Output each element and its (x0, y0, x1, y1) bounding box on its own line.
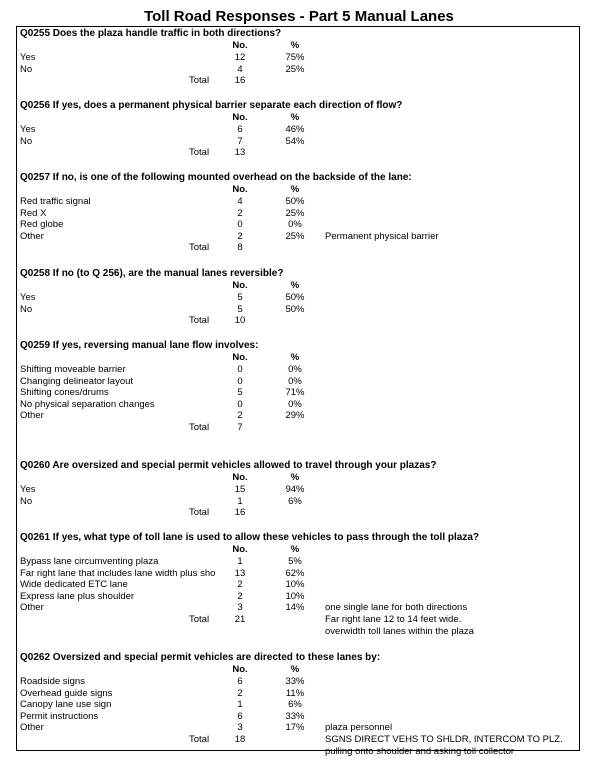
answer-percent: 0% (288, 375, 302, 387)
answer-count: 1 (237, 495, 243, 507)
answer-row (17, 688, 579, 699)
column-header-no: No. (232, 472, 248, 483)
column-header-percent: % (290, 112, 300, 123)
answer-label: Other (20, 230, 44, 242)
question-text: Q0257 If no, is one of the following mounted overhead on the backside of the lane: (20, 172, 412, 183)
question-text: Q0256 If yes, does a permanent physical barrier separate each direction of flow? (20, 100, 403, 111)
answer-label: Yes (20, 124, 36, 135)
answer-label: Yes (20, 292, 36, 303)
column-header-no: No. (232, 352, 248, 363)
answer-count: 3 (237, 602, 243, 614)
page-title: Toll Road Responses - Part 5 Manual Lanes (144, 8, 454, 25)
answer-label: Permit instructions (20, 710, 99, 722)
answer-percent: 6% (288, 699, 302, 711)
answer-percent: 0% (288, 219, 302, 231)
answer-row (17, 64, 579, 75)
answer-percent: 0% (288, 398, 302, 410)
column-header-no: No. (232, 544, 248, 555)
answer-label: Far right lane that includes lane width plus sho (20, 567, 216, 579)
answer-percent: 11% (285, 687, 305, 699)
survey-frame (16, 26, 580, 757)
answer-percent: 50% (285, 196, 305, 207)
response-note-text: plaza personnel (325, 722, 393, 734)
response-note (17, 734, 579, 745)
answer-percent: 6% (288, 495, 302, 507)
answer-label: Other (20, 602, 44, 614)
answer-count: 2 (237, 207, 243, 219)
answer-count: 6 (237, 710, 243, 722)
column-header-percent: % (290, 472, 300, 483)
answer-percent: 54% (285, 135, 305, 147)
answer-label: Shifting cones/drums (20, 387, 109, 399)
answer-percent: 25% (285, 230, 305, 242)
total-count: 10 (234, 315, 246, 327)
column-header-no: No. (232, 280, 248, 291)
answer-row (17, 387, 579, 398)
answer-row (17, 364, 579, 375)
answer-percent: 50% (285, 303, 305, 315)
answer-percent: 75% (285, 52, 305, 63)
answer-count: 6 (237, 124, 243, 135)
answer-label: Yes (20, 52, 36, 63)
total-label: Total (189, 242, 210, 254)
column-header-percent: % (290, 544, 300, 555)
response-note (17, 626, 579, 637)
answer-count: 5 (237, 292, 243, 303)
answer-percent: 62% (285, 567, 305, 579)
answer-label: Yes (20, 484, 36, 495)
answer-count: 5 (237, 387, 243, 399)
response-note (17, 614, 579, 625)
column-header-percent: % (290, 352, 300, 363)
answer-row (17, 496, 579, 507)
answer-row (17, 376, 579, 387)
response-note (17, 602, 579, 613)
answer-percent: 29% (285, 410, 305, 422)
answer-label: Changing delineator layout (20, 375, 134, 387)
total-row (17, 315, 579, 326)
total-label: Total (189, 507, 210, 519)
answer-row (17, 219, 579, 230)
answer-percent: 14% (285, 602, 305, 614)
answer-row (17, 711, 579, 722)
answer-count: 4 (237, 63, 243, 75)
answer-label: Overhead guide signs (20, 687, 113, 699)
answer-label: Roadside signs (20, 676, 85, 687)
total-count: 7 (237, 422, 243, 433)
total-count: 13 (234, 147, 246, 159)
total-count: 18 (234, 734, 246, 745)
column-header-percent: % (290, 40, 300, 51)
answer-label: Express lane plus shoulder (20, 590, 135, 602)
answer-count: 2 (237, 230, 243, 242)
answer-label: Shifting moveable barrier (20, 364, 126, 375)
total-row (17, 242, 579, 253)
answer-count: 2 (237, 590, 243, 602)
total-label: Total (189, 147, 210, 159)
answer-percent: 10% (285, 579, 305, 591)
answer-row (17, 556, 579, 567)
answer-row (17, 124, 579, 135)
answer-label: Red X (20, 207, 47, 219)
total-count: 16 (234, 507, 246, 519)
response-note-text: overwidth toll lanes within the plaza (325, 625, 474, 637)
question-text: Q0261 If yes, what type of toll lane is used to allow these vehicles to pass through the toll plaza? (20, 532, 479, 543)
total-row (17, 147, 579, 158)
answer-label: Red globe (20, 219, 64, 231)
column-header-percent: % (290, 280, 300, 291)
total-label: Total (189, 614, 210, 625)
answer-percent: 25% (285, 207, 305, 219)
answer-percent: 46% (285, 124, 305, 135)
answer-percent: 10% (285, 590, 305, 602)
answer-count: 0 (237, 364, 243, 375)
answer-label: No (20, 63, 33, 75)
response-note-text: one single lane for both directions (325, 602, 468, 614)
answer-count: 13 (234, 567, 246, 579)
answer-count: 6 (237, 676, 243, 687)
answer-percent: 33% (285, 710, 305, 722)
answer-row (17, 52, 579, 63)
answer-count: 0 (237, 375, 243, 387)
answer-count: 4 (237, 196, 243, 207)
answer-label: Canopy lane use sign (20, 699, 112, 711)
answer-percent: 71% (285, 387, 305, 399)
total-label: Total (189, 315, 210, 327)
response-note (17, 231, 579, 242)
answer-label: Bypass lane circumventing plaza (20, 556, 159, 567)
answer-row (17, 676, 579, 687)
answer-count: 1 (237, 699, 243, 711)
column-header-percent: % (290, 664, 300, 675)
answer-percent: 0% (288, 364, 302, 375)
answer-count: 15 (234, 484, 246, 495)
answer-row (17, 196, 579, 207)
answer-count: 2 (237, 579, 243, 591)
answer-count: 0 (237, 398, 243, 410)
answer-label: No (20, 135, 33, 147)
answer-row (17, 399, 579, 410)
answer-row (17, 699, 579, 710)
answer-row (17, 484, 579, 495)
total-count: 16 (234, 75, 246, 87)
answer-label: No (20, 303, 33, 315)
answer-count: 1 (237, 556, 243, 567)
column-header-no: No. (232, 40, 248, 51)
response-note-text: SGNS DIRECT VEHS TO SHLDR, INTERCOM TO PLZ. (325, 734, 563, 745)
total-row (17, 422, 579, 433)
column-header-percent: % (290, 184, 300, 195)
answer-row (17, 568, 579, 579)
answer-count: 7 (237, 135, 243, 147)
answer-count: 5 (237, 303, 243, 315)
question-text: Q0262 Oversized and special permit vehicles are directed to these lanes by: (20, 652, 381, 663)
question-text: Q0259 If yes, reversing manual lane flow involves: (20, 340, 259, 351)
total-count: 21 (234, 614, 246, 625)
answer-percent: 25% (285, 63, 305, 75)
response-note (17, 722, 579, 733)
answer-count: 3 (237, 722, 243, 734)
response-note-text: Far right lane 12 to 14 feet wide. (325, 614, 462, 625)
answer-label: Red traffic signal (20, 196, 91, 207)
answer-percent: 5% (288, 556, 302, 567)
answer-percent: 33% (285, 676, 305, 687)
question-text: Q0255 Does the plaza handle traffic in both directions? (20, 28, 282, 39)
answer-count: 12 (234, 52, 246, 63)
response-note-text: Permanent physical barrier (325, 230, 439, 242)
answer-label: Other (20, 410, 44, 422)
total-row (17, 507, 579, 518)
answer-row (17, 208, 579, 219)
column-header-no: No. (232, 184, 248, 195)
total-row (17, 75, 579, 86)
total-label: Total (189, 75, 210, 87)
answer-count: 0 (237, 219, 243, 231)
answer-label: No (20, 495, 33, 507)
answer-row (17, 591, 579, 602)
answer-label: Other (20, 722, 44, 734)
answer-percent: 94% (285, 484, 305, 495)
answer-label: No physical separation changes (20, 398, 155, 410)
answer-percent: 50% (285, 292, 305, 303)
answer-count: 2 (237, 687, 243, 699)
answer-row (17, 410, 579, 421)
answer-row (17, 292, 579, 303)
answer-row (17, 304, 579, 315)
column-header-no: No. (232, 664, 248, 675)
answer-row (17, 136, 579, 147)
answer-label: Wide dedicated ETC lane (20, 579, 128, 591)
question-text: Q0258 If no (to Q 256), are the manual lanes reversible? (20, 268, 284, 279)
total-label: Total (189, 422, 210, 433)
total-count: 8 (237, 242, 243, 254)
answer-count: 2 (237, 410, 243, 422)
answer-row (17, 579, 579, 590)
question-text: Q0260 Are oversized and special permit vehicles allowed to travel through your plazas? (20, 460, 437, 471)
total-label: Total (189, 734, 210, 745)
response-note-text: pulling onto shoulder and asking toll collector (325, 745, 515, 757)
response-note (17, 746, 579, 757)
column-header-no: No. (232, 112, 248, 123)
answer-percent: 17% (285, 722, 305, 734)
